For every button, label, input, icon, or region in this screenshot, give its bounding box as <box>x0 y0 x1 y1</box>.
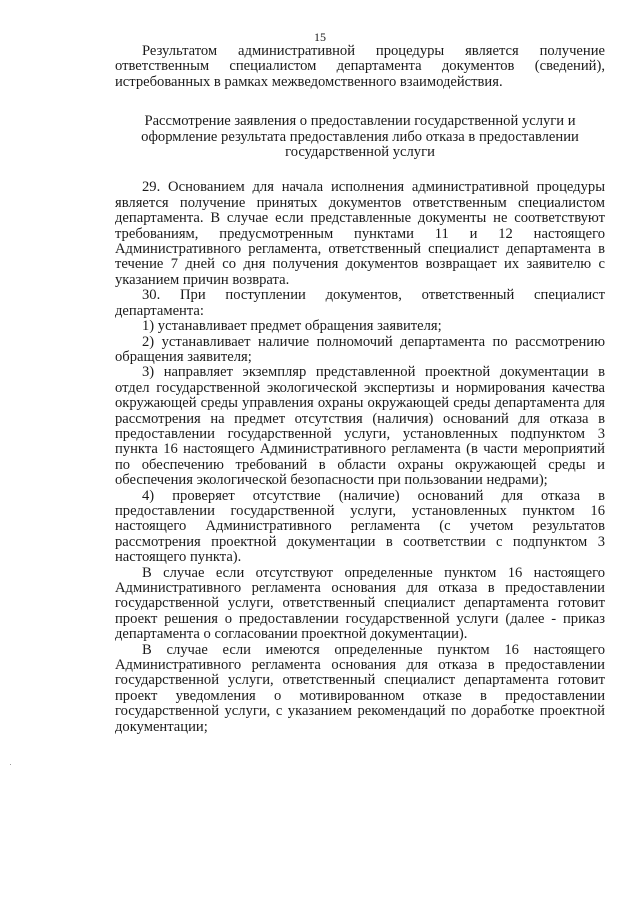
list-item-2: 2) устанавливает наличие полномочий департамента по рассмотрению обращения заявителя; <box>115 333 605 365</box>
list-item-3: 3) направляет экземпляр представленной проектной документации в отдел государственной экологической экспертизы и нормирования качества окружающей среды управления охраны окружающей среды департамента для рассмотрения на предмет отсутствия (наличия) оснований для отказа в предоставлении государственной услуги, установленных подпунктом 3 пункта 16 настоящего Административного регламента (в части мероприятий по обеспечению требований в области охраны окружающей среды и обеспечения экологической безопасности при пользовании недрами); <box>115 364 605 489</box>
list-item-1: 1) устанавливает предмет обращения заявителя; <box>142 318 442 335</box>
document-body <box>115 44 605 735</box>
paragraph-no-grounds: В случае если отсутствуют определенные пунктом 16 настоящего Административного регламента основания для отказа в предоставлении государственной услуги, ответственный специалист департамента готовит проект решения о предоставлении государственной услуги (далее - приказ департамента о согласовании проектной документации). <box>115 564 605 643</box>
section-heading: Рассмотрение заявления о предоставлении государственной услуги и оформление результата предоставления либо отказа в предоставлении государственной услуги <box>141 113 579 161</box>
paragraph-30: 30. При поступлении документов, ответственный специалист департамента: <box>115 287 605 319</box>
intro-paragraph: Результатом административной процедуры является получение ответственным специалистом департамента документов (сведений), истребованных в рамках межведомственного взаимодействия. <box>115 43 605 90</box>
list-item-4: 4) проверяет отсутствие (наличие) оснований для отказа в предоставлении государственной услуги, установленных пунктом 16 настоящего Административного регламента (с учетом результатов рассмотрения проектной документации в соответствии с подпунктом 3 настоящего пункта). <box>115 487 605 566</box>
scan-speck <box>10 764 11 765</box>
paragraph-29: 29. Основанием для начала исполнения административной процедуры является получение принятых документов ответственным специалистом департамента. В случае если представленные документы не соответствуют требованиям, предусмотренным пунктами 11 и 12 настоящего Административного регламента, ответственный специалист департамента в течение 7 дней со дня получения документов возвращает их заявителю с указанием причин возврата. <box>115 179 605 288</box>
page-number: 15 <box>314 30 326 44</box>
paragraph-grounds-exist: В случае если имеются определенные пунктом 16 настоящего Административного регламента основания для отказа в предоставлении государственной услуги, ответственный специалист департамента готовит проект уведомления о мотивированном отказе в предоставлении государственной услуги, с указанием рекомендаций по доработке проектной документации; <box>115 641 605 735</box>
